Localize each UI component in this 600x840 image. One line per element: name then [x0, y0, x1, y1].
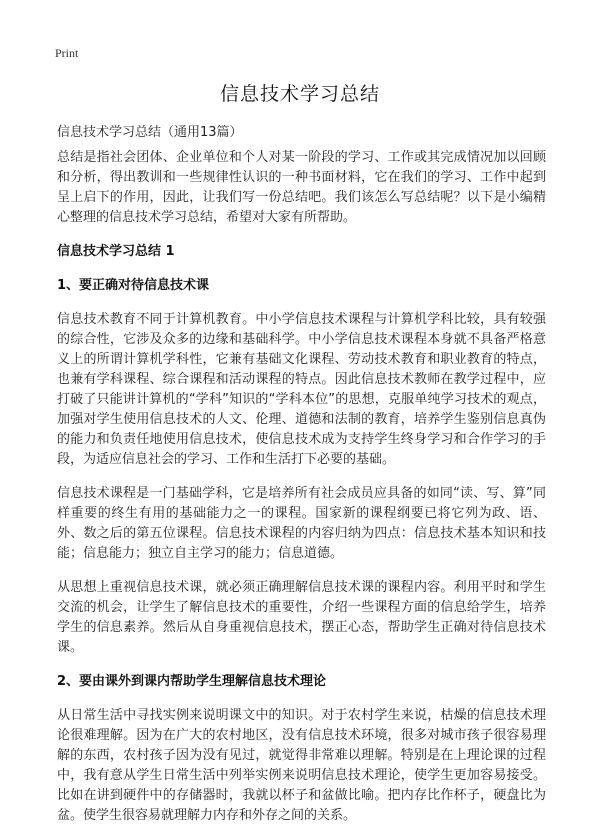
body-paragraph: 信息技术教育不同于计算机教育。中小学信息技术课程与计算机学科比较，具有较强的综合性，它涉及众多的边缘和基础科学。中小学信息技术课程本身就不具备严格意义上的所谓计算机学科性，它兼有基础文化课程、劳动技术教育和职业教育的特点，也兼有学科课程、综合课程和活动课程的特点。因此信息技术教师在教学过程中，应打破了只能讲计算机的“学科”知识的“学科本位”的思想，克服单纯学习技术的观点，加强对学生使用信息技术的人文、伦理、道德和法制的教育，培养学生鉴别信息真伪的能力和负责任地使用信息技术，使信息技术成为支持学生终身学习和合作学习的手段，为适应信息社会的学习、工作和生活打下必要的基础。 — [57, 312, 546, 467]
point-heading: 2、要由课外到课内帮助学生理解信息技术理论 — [57, 674, 327, 689]
section-title: 信息技术学习总结 1 — [57, 244, 175, 259]
point-heading: 1、要正确对待信息技术课 — [57, 278, 210, 293]
intro-paragraph: 总结是指社会团体、企业单位和个人对某一阶段的学习、工作或其完成情况加以回顾和分析，得出教训和一些规律性认识的一种书面材料，它在我们的学习、工作中起到呈上启下的作用，因此，让我们写一份总结吧。我们该怎么写总结呢？以下是小编精心整理的信息技术学习总结，希望对大家有所帮助。 — [57, 150, 546, 225]
document-title: 信息技术学习总结 — [219, 83, 380, 105]
body-paragraph: 从日常生活中寻找实例来说明课文中的知识。对于农村学生来说，枯燥的信息技术理论很难理解。因为在广大的农村地区，没有信息技术环境，很多对城市孩子很容易理解的东西，农村孩子因为没有见过，就觉得非常难以理解。特别是在上理论课的过程中，我有意从学生日常生活中列举实例来说明信息技术理论，使学生更加容易接受。比如在讲到硬件中的存储器时，我就以杯子和盆做比喻。把内存比作杯子，硬盘比为盆。使学生很容易就理解力内存和外存之间的关系。 — [57, 708, 546, 823]
document-body — [57, 148, 546, 840]
print-link[interactable]: Print — [55, 46, 79, 60]
body-paragraph: 信息技术课程是一门基础学科，它是培养所有社会成员应具备的如同“读、写、算”同样重要的终生有用的基础能力之一的课程。国家新的课程纲要已将它列为政、语、外、数之后的第五位课程。信息技术课程的内容归纳为四点：信息技术基本知识和技能；信息能力；独立自主学习的能力；信息道德。 — [57, 486, 546, 561]
body-paragraph: 从思想上重视信息技术课，就必须正确理解信息技术课的课程内容。利用平时和学生交流的机会，让学生了解信息技术的重要性，介绍一些课程方面的信息给学生，培养学生的信息素养。然后从自身重视信息技术，摆正心态，帮助学生正确对待信息技术课。 — [57, 580, 546, 655]
document-subtitle: 信息技术学习总结（通用13篇） — [57, 125, 243, 140]
